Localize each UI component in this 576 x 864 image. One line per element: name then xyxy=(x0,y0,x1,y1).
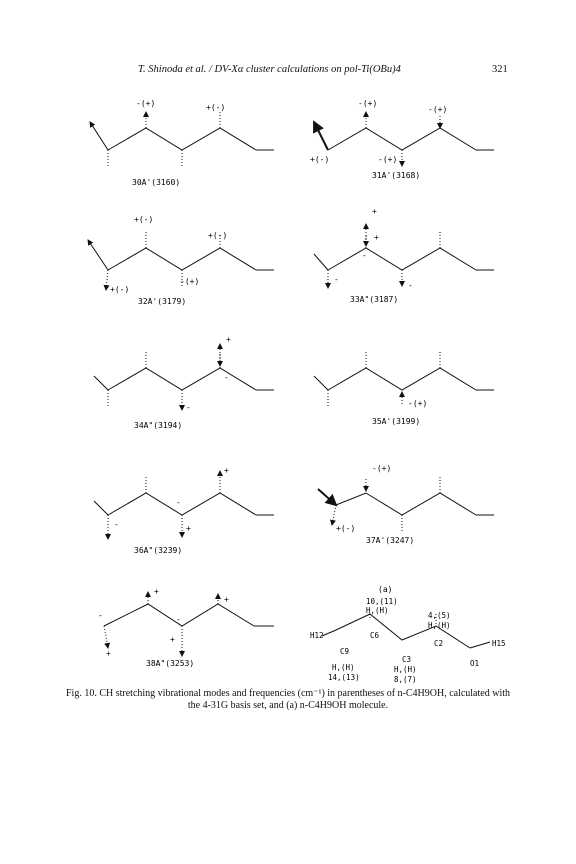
atom-label: H,(H) xyxy=(366,606,389,615)
mode-annotation: - xyxy=(176,498,181,507)
oh-bond xyxy=(314,376,328,390)
carbon-chain xyxy=(108,128,256,150)
carbon-chain xyxy=(108,248,256,270)
atom-label: H12 xyxy=(310,631,324,640)
atom-label: O1 xyxy=(470,659,480,668)
mode-panel-35 xyxy=(314,352,494,426)
mode-annotation: +(-) xyxy=(206,103,226,112)
ch-bond xyxy=(104,626,108,648)
mode-annotation: + xyxy=(374,233,379,242)
mode-annotation: -(+) xyxy=(378,155,398,164)
mode-annotation: + xyxy=(186,524,191,533)
carbon-chain xyxy=(328,368,476,390)
mode-annotation: + xyxy=(224,595,229,604)
atom-label: 8,(7) xyxy=(394,675,417,684)
figure-caption: Fig. 10. CH stretching vibrational modes and frequencies (cm⁻¹) in parentheses of n-C4H9OH, calculated with the 4-31G basis set, and (a) n-C4H9OH molecule. xyxy=(66,688,510,711)
oh-bond xyxy=(88,240,108,270)
atom-label: C6 xyxy=(370,631,380,640)
oh-bond xyxy=(94,501,108,515)
mode-annotation: -(+) xyxy=(180,277,200,286)
mode-panel-36 xyxy=(94,466,274,555)
carbon-chain xyxy=(328,128,476,150)
atom-label: C3 xyxy=(402,655,412,664)
mode-label: 34A"(3194) xyxy=(134,421,183,430)
atom-label: C9 xyxy=(340,647,350,656)
atom-label: 4,(5) xyxy=(428,611,451,620)
oh-bond xyxy=(314,254,328,270)
mode-label: 35A'(3199) xyxy=(372,417,421,426)
mode-annotation: + xyxy=(106,649,111,658)
mode-annotation: - xyxy=(408,281,413,290)
mode-label: 38A"(3253) xyxy=(146,659,195,668)
mode-label: 32A'(3179) xyxy=(138,297,187,306)
mode-annotation: -(+) xyxy=(372,464,392,473)
mode-annotation: +(-) xyxy=(110,285,130,294)
mode-label: 30A'(3160) xyxy=(132,178,181,187)
mode-annotation: - xyxy=(176,615,181,624)
oh-bond xyxy=(318,489,336,505)
mode-annotation: -(+) xyxy=(136,99,156,108)
carbon-chain xyxy=(336,493,476,515)
mode-panel-30 xyxy=(90,99,274,187)
mode-annotation: + xyxy=(224,466,229,475)
oh-bond xyxy=(94,376,108,390)
mode-annotation: -(+) xyxy=(358,99,378,108)
panel-label: (a) xyxy=(378,585,393,594)
mode-annotation: -(+) xyxy=(408,399,428,408)
mode-panel-31 xyxy=(310,99,494,180)
mode-annotation: +(-) xyxy=(336,524,356,533)
mode-annotation: +(-) xyxy=(134,215,154,224)
mode-annotation: + xyxy=(226,335,231,344)
mode-panel-32 xyxy=(88,215,274,306)
mode-annotation: - xyxy=(334,275,339,284)
carbon-chain xyxy=(328,248,476,270)
atom-label: H,(H) xyxy=(332,663,355,672)
mode-annotation: - xyxy=(114,520,119,529)
carbon-chain xyxy=(108,368,256,390)
atom-label: 10,(11) xyxy=(366,597,398,606)
mode-annotation: +(-) xyxy=(310,155,330,164)
mode-annotation: +(-) xyxy=(208,231,228,240)
mode-annotation: + xyxy=(154,587,159,596)
atom-label: H15 xyxy=(492,639,506,648)
mode-panel-33 xyxy=(314,207,494,304)
running-head: T. Shinoda et al. / DV-Xα cluster calculations on pol-Ti(OBu)4 xyxy=(138,64,401,75)
mode-label: 31A'(3168) xyxy=(372,171,421,180)
ch-bond xyxy=(332,505,336,525)
mode-annotation: -(+) xyxy=(428,105,448,114)
mode-label: 33A"(3187) xyxy=(350,295,399,304)
atom-label: H,(H) xyxy=(428,621,451,630)
oh-bond xyxy=(90,122,108,150)
oh-bond xyxy=(314,122,328,150)
mode-annotation: - xyxy=(98,611,103,620)
mode-annotation: - xyxy=(224,373,229,382)
ch-bond xyxy=(106,270,108,290)
mode-panel-37 xyxy=(318,464,494,545)
mode-annotation: - xyxy=(362,251,367,260)
page-number: 321 xyxy=(492,64,508,75)
carbon-chain xyxy=(108,493,256,515)
mode-panel-38 xyxy=(98,587,274,668)
mode-annotation: - xyxy=(186,403,191,412)
mode-panel-34 xyxy=(94,335,274,430)
molecule-bond xyxy=(322,630,336,636)
atom-label: C2 xyxy=(434,639,444,648)
mode-label: 37A'(3247) xyxy=(366,536,415,545)
molecule-bond xyxy=(470,642,490,648)
molecule-panel xyxy=(310,585,506,684)
atom-label: 14,(13) xyxy=(328,673,360,682)
mode-label: 36A"(3239) xyxy=(134,546,183,555)
mode-annotation: + xyxy=(372,207,377,216)
mode-annotation: + xyxy=(170,635,175,644)
atom-label: H,(H) xyxy=(394,665,417,674)
